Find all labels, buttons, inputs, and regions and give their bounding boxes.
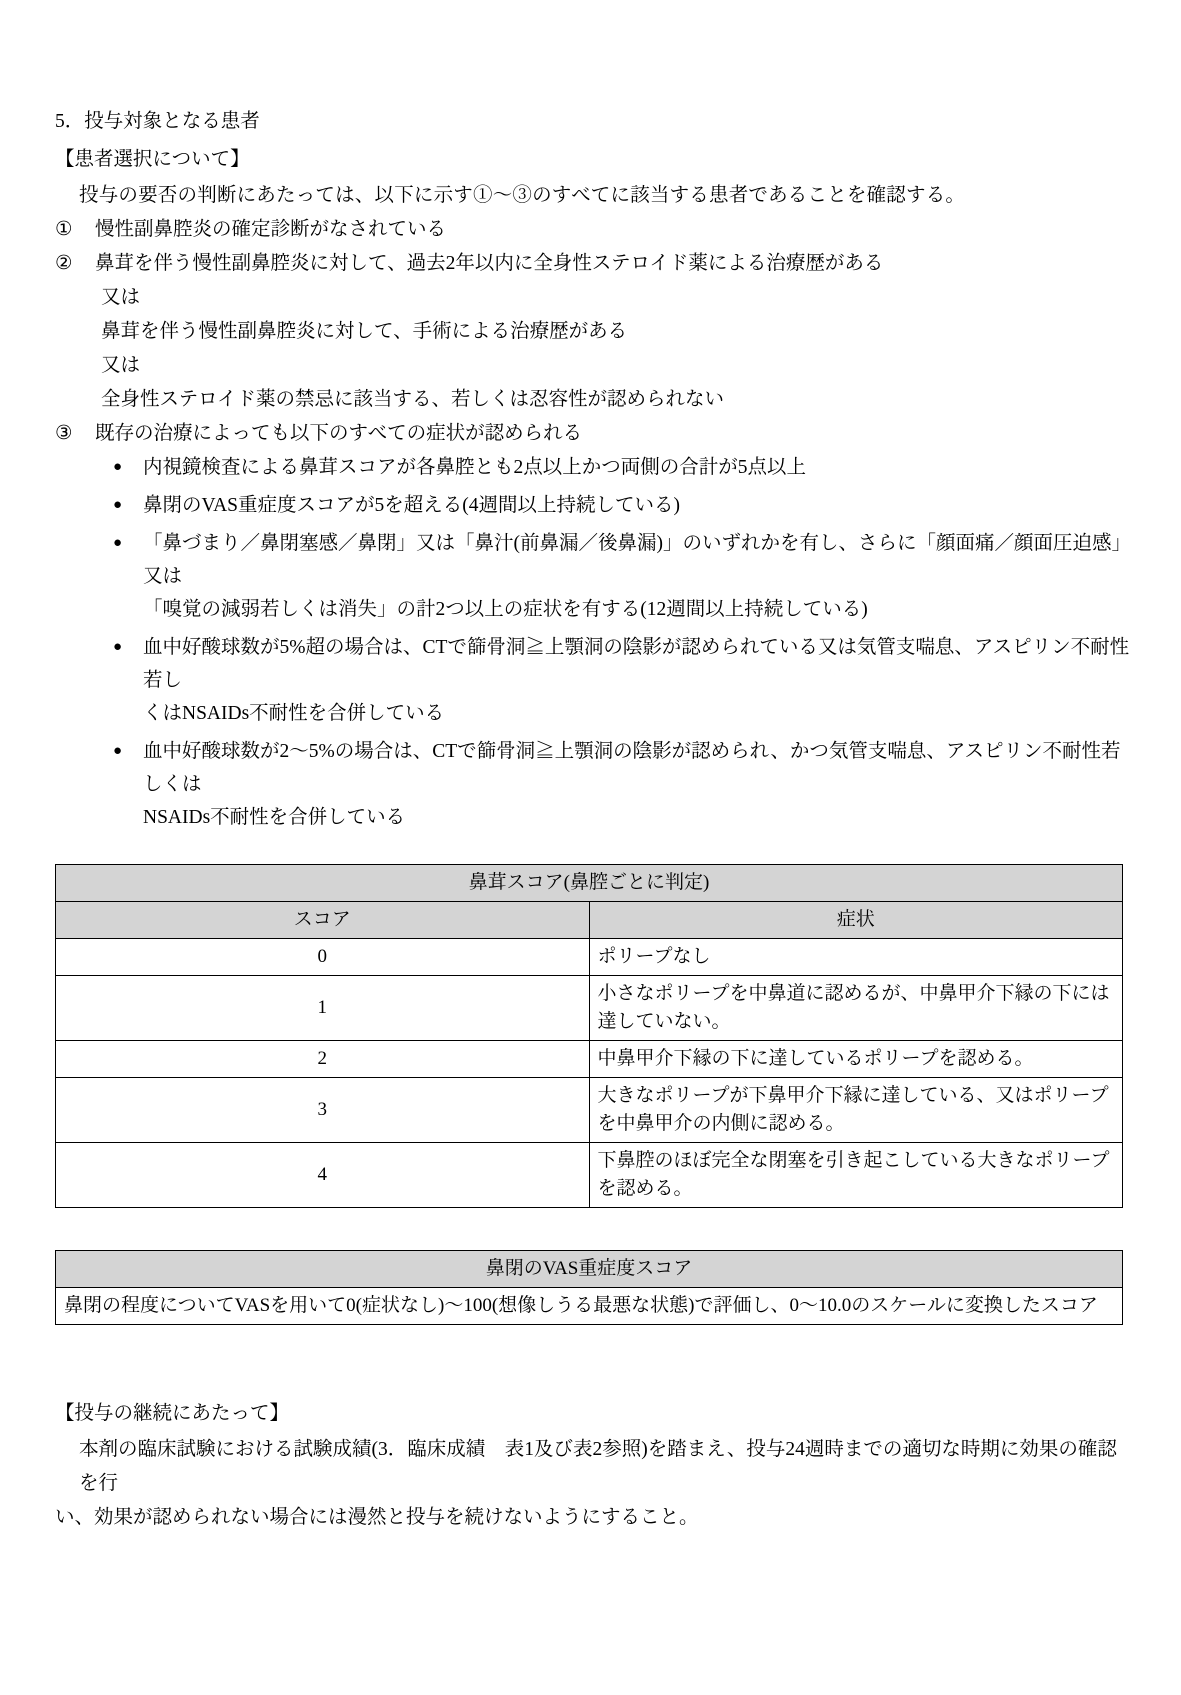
continuation-paragraph [55, 1433, 1130, 1535]
bullet-line-2: くはNSAIDs不耐性を合併している [143, 703, 445, 724]
cell-symptom: ポリープなし [589, 939, 1123, 976]
cell-symptom: 小さなポリープを中鼻道に認めるが、中鼻甲介下縁の下には達していない。 [589, 976, 1123, 1041]
bullet-line-1: 内視鏡検査による鼻茸スコアが各鼻腔とも2点以上かつ両側の合計が5点以上 [143, 457, 807, 478]
vas-score-table-wrap [55, 1250, 1130, 1325]
column-header-score: スコア [56, 902, 590, 939]
cell-score: 0 [56, 939, 590, 976]
criteria-marker-2: ② [55, 253, 73, 274]
bullet-line-2: NSAIDs不耐性を合併している [143, 807, 406, 828]
bullet-text [143, 527, 1130, 626]
criteria-item-2 [55, 247, 1130, 281]
patient-selection-heading: 【患者選択について】 [55, 149, 250, 170]
list-item [55, 451, 1130, 484]
cell-score: 4 [56, 1143, 590, 1208]
table-row [56, 1078, 1123, 1143]
criteria-text-2: 鼻茸を伴う慢性副鼻腔炎に対して、過去2年以内に全身性ステロイド薬による治療歴がある [95, 253, 884, 274]
criteria-text-1: 慢性副鼻腔炎の確定診断がなされている [95, 219, 447, 240]
table-row [56, 976, 1123, 1041]
criteria-2-or-1: 又は [101, 287, 141, 308]
continuation-line-1: 本剤の臨床試験における試験成績(3．臨床成績 表1及び表2参照)を踏まえ、投与24週時までの適切な時期に効果の確認を行 [79, 1439, 1117, 1494]
bullet-line-2: 「嗅覚の減弱若しくは消失」の計2つ以上の症状を有する(12週間以上持続している) [143, 599, 868, 620]
vas-score-table [55, 1250, 1123, 1325]
cell-symptom: 下鼻腔のほぼ完全な閉塞を引き起こしている大きなポリープを認める。 [589, 1143, 1123, 1208]
table-row [56, 1288, 1123, 1325]
bullet-text [143, 451, 1130, 484]
table-row [56, 1041, 1123, 1078]
cell-score: 1 [56, 976, 590, 1041]
criteria-2-alt-1: 鼻茸を伴う慢性副鼻腔炎に対して、手術による治療歴がある [101, 321, 628, 342]
bullet-line-1: 血中好酸球数が2～5%の場合は、CTで篩骨洞≧上顎洞の陰影が認められ、かつ気管支喘息、アスピリン不耐性若しくは [143, 741, 1121, 795]
patient-selection-lead: 投与の要否の判断にあたっては、以下に示す①～③のすべてに該当する患者であることを確認する。 [79, 185, 966, 206]
criteria-item-1 [55, 213, 1130, 247]
table-title-row [56, 1251, 1123, 1288]
bullet-line-1: 鼻閉のVAS重症度スコアが5を超える(4週間以上持続している) [143, 495, 680, 516]
list-item [55, 527, 1130, 626]
bullet-text [143, 489, 1130, 522]
cell-symptom: 中鼻甲介下縁の下に達しているポリープを認める。 [589, 1041, 1123, 1078]
criteria-text-3: 既存の治療によっても以下のすべての症状が認められる [95, 423, 583, 444]
list-item [55, 735, 1130, 834]
bullet-dot-icon: ● [113, 743, 123, 759]
column-header-symptom: 症状 [589, 902, 1123, 939]
table-title-row [56, 865, 1123, 902]
cell-symptom: 大きなポリープが下鼻甲介下縁に達している、又はポリープを中鼻甲介の内側に認める。 [589, 1078, 1123, 1143]
table-header-row [56, 902, 1123, 939]
bullet-line-1: 血中好酸球数が5%超の場合は、CTで篩骨洞≧上顎洞の陰影が認められている又は気管支喘息、アスピリン不耐性若し [143, 637, 1130, 691]
bullet-text [143, 735, 1130, 834]
section-title: 5．投与対象となる患者 [55, 111, 260, 132]
cell-score: 3 [56, 1078, 590, 1143]
polyp-score-table-wrap [55, 864, 1130, 1208]
list-item [55, 489, 1130, 522]
document-content [55, 105, 1130, 1535]
criteria-2-or-2: 又は [101, 355, 141, 376]
criteria-item-3 [55, 417, 1130, 451]
continuation-heading: 【投与の継続にあたって】 [55, 1403, 290, 1424]
bullet-dot-icon: ● [113, 497, 123, 513]
symptom-bullet-list [55, 451, 1130, 834]
continuation-section [55, 1397, 1130, 1535]
bullet-dot-icon: ● [113, 535, 123, 551]
criteria-marker-3: ③ [55, 423, 73, 444]
bullet-line-1: 「鼻づまり／鼻閉塞感／鼻閉」又は「鼻汁(前鼻漏／後鼻漏)」のいずれかを有し、さらに「顔面痛／顔面圧迫感」又は [143, 533, 1122, 587]
polyp-score-table [55, 864, 1123, 1208]
vas-table-title: 鼻閉のVAS重症度スコア [56, 1251, 1123, 1288]
polyp-table-title: 鼻茸スコア(鼻腔ごとに判定) [56, 865, 1123, 902]
table-row [56, 939, 1123, 976]
criteria-marker-1: ① [55, 219, 73, 240]
table-row [56, 1143, 1123, 1208]
vas-table-body: 鼻閉の程度についてVASを用いて0(症状なし)～100(想像しうる最悪な状態)で評価し、0～10.0のスケールに変換したスコア [56, 1288, 1123, 1325]
list-item [55, 631, 1130, 730]
bullet-text [143, 631, 1130, 730]
bullet-dot-icon: ● [113, 459, 123, 475]
bullet-dot-icon: ● [113, 639, 123, 655]
criteria-2-alt-2: 全身性ステロイド薬の禁忌に該当する、若しくは忍容性が認められない [101, 389, 725, 410]
cell-score: 2 [56, 1041, 590, 1078]
continuation-line-2: い、効果が認められない場合には漫然と投与を続けないようにすること。 [55, 1507, 699, 1528]
